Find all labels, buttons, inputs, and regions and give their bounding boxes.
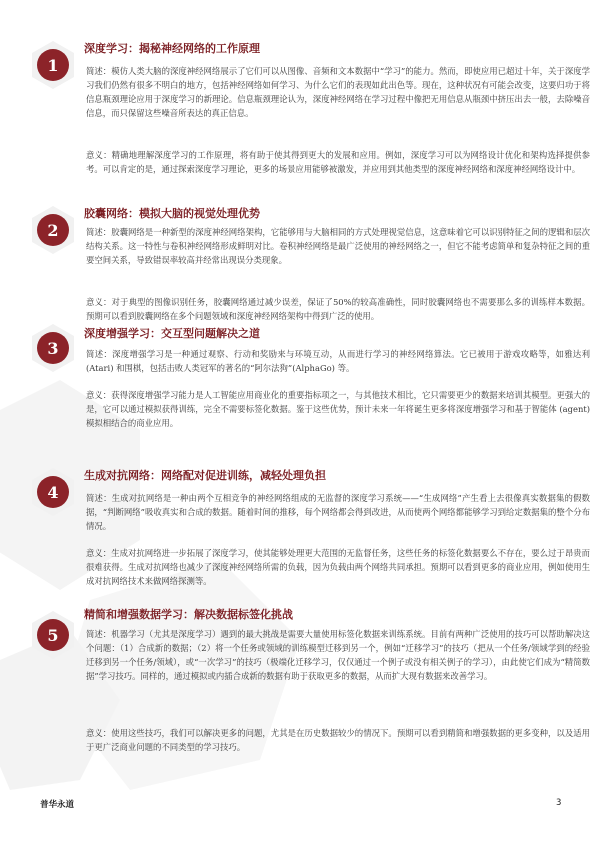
number-badge bbox=[28, 205, 78, 255]
section-significance: 意义：使用这些技巧，我们可以解决更多的问题，尤其是在历史数据较少的情况下。预期可以看到精简和增强数据的更多变种，以及适用于更广泛商业问题的不同类型的学习技巧。 bbox=[86, 728, 590, 752]
svg-text:3: 3 bbox=[47, 339, 59, 358]
section-title: 生成对抗网络：网络配对促进训练，减轻处理负担 bbox=[84, 469, 326, 482]
section-title: 胶囊网络：模拟大脑的视觉处理优势 bbox=[84, 207, 260, 220]
section-title: 深度增强学习：交互型问题解决之道 bbox=[84, 327, 260, 340]
svg-text:2: 2 bbox=[47, 221, 59, 240]
section-summary: 简述：深度增强学习是一种通过观察、行动和奖励来与环境互动，从而进行学习的神经网络算法。它已被用于游戏攻略等，如雅达利 (Atari) 和围棋，包括击败人类冠军的著名的“阿尔法狗”(AlphaGo) 等。 bbox=[86, 349, 590, 373]
section-significance: 意义：获得深度增强学习能力是人工智能应用商业化的重要指标项之一，与其他技术相比，它只需要更少的数据来培训其模型。更强大的是，它可以通过模拟获得训练，完全不需要标签化数据。鉴于这些优势，预计未来一年将诞生更多将深度增强学习和基于智能体 (agent) 模拟相结合的商业应用。 bbox=[86, 390, 590, 428]
svg-text:4: 4 bbox=[47, 483, 59, 502]
section-significance: 意义：精确地理解深度学习的工作原理，将有助于使其得到更大的发展和应用。例如，深度学习可以为网络设计优化和架构选择提供参考。可以肯定的是，通过探索深度学习理论，更多的场景应用能够被激发，并应用到其他类型的深度神经网络和深度神经网络设计中。 bbox=[86, 150, 590, 174]
number-badge bbox=[28, 467, 78, 517]
page-number: 3 bbox=[556, 798, 562, 808]
section-significance: 意义：生成对抗网络进一步拓展了深度学习，使其能够处理更大范围的无监督任务，这些任务的标签化数据要么不存在，要么过于昂贵而很难获得。生成对抗网络也减少了深度神经网络所需的负载，因为负载由两个网络共同承担。预期可以看到更多的商业应用，例如使用生成对抗网络技术来做网络探测等。 bbox=[86, 548, 590, 586]
section-significance: 意义：对于典型的图像识别任务，胶囊网络通过减少误差，保证了50%的较高准确性，同时胶囊网络也不需要那么多的训练样本数据。预期可以看到胶囊网络在多个问题领域和深度神经网络架构中得到广泛的使用。 bbox=[86, 297, 590, 321]
footer-brand: 普华永道 bbox=[40, 800, 75, 810]
svg-text:5: 5 bbox=[47, 626, 59, 645]
svg-text:1: 1 bbox=[47, 56, 59, 75]
number-badge bbox=[28, 40, 78, 90]
section-title: 深度学习：揭秘神经网络的工作原理 bbox=[84, 42, 260, 55]
section-summary: 简述：机器学习（尤其是深度学习）遇到的最大挑战是需要大量使用标签化数据来训练系统。目前有两种广泛使用的技巧可以帮助解决这个问题：（1）合成新的数据；（2）将一个任务或领域的训练模型迁移到另一个，例如“迁移学习”的技巧（把从一个任务/领域学到的经验迁移到另一个任务/领域），或“一次学习”的技巧（极端化迁移学习，仅仅通过一个例子或没有相关例子的学习），由此使它们成为“精简数据”学习技巧。同样的，通过模拟或内插合成新的数据有助于获取更多的数据，从而扩大现有数据来改善学习。 bbox=[86, 629, 590, 681]
section-summary: 简述：模仿人类大脑的深度神经网络展示了它们可以从图像、音频和文本数据中“学习”的能力。然而，即使应用已超过十年，关于深度学习我们仍然有很多不明白的地方，包括神经网络如何学习、为什么它们的表现如此出色等。现在，这种状况有可能会改变，这要归功于将信息瓶颈理论应用于深度学习的新理论。信息瓶颈理论认为，深度神经网络在学习过程中像把无用信息从瓶颈中挤压出去一般，去除噪音信息，而只保留这些噪音所表达的真正信息。 bbox=[86, 66, 590, 118]
section-summary: 简述：胶囊网络是一种新型的深度神经网络架构，它能够用与大脑相同的方式处理视觉信息，这意味着它可以识别特征之间的逻辑和层次结构关系。这一特性与卷积神经网络形成鲜明对比。卷积神经网络是最广泛使用的神经网络之一，但它不能考虑简单和复杂特征之间的重要空间关系，导致错误率较高并经常出现误分类现象。 bbox=[86, 227, 590, 265]
number-badge bbox=[28, 323, 78, 373]
section-summary: 简述：生成对抗网络是一种由两个互相竞争的神经网络组成的无监督的深度学习系统——“生成网络”产生看上去很像真实数据集的假数据，“判断网络”吸收真实和合成的数据。随着时间的推移，每个网络都会得到改进，从而使两个网络都能够学习到给定数据集的整个分布情况。 bbox=[86, 493, 590, 531]
section-title: 精简和增强数据学习：解决数据标签化挑战 bbox=[84, 608, 293, 621]
number-badge bbox=[28, 610, 78, 660]
